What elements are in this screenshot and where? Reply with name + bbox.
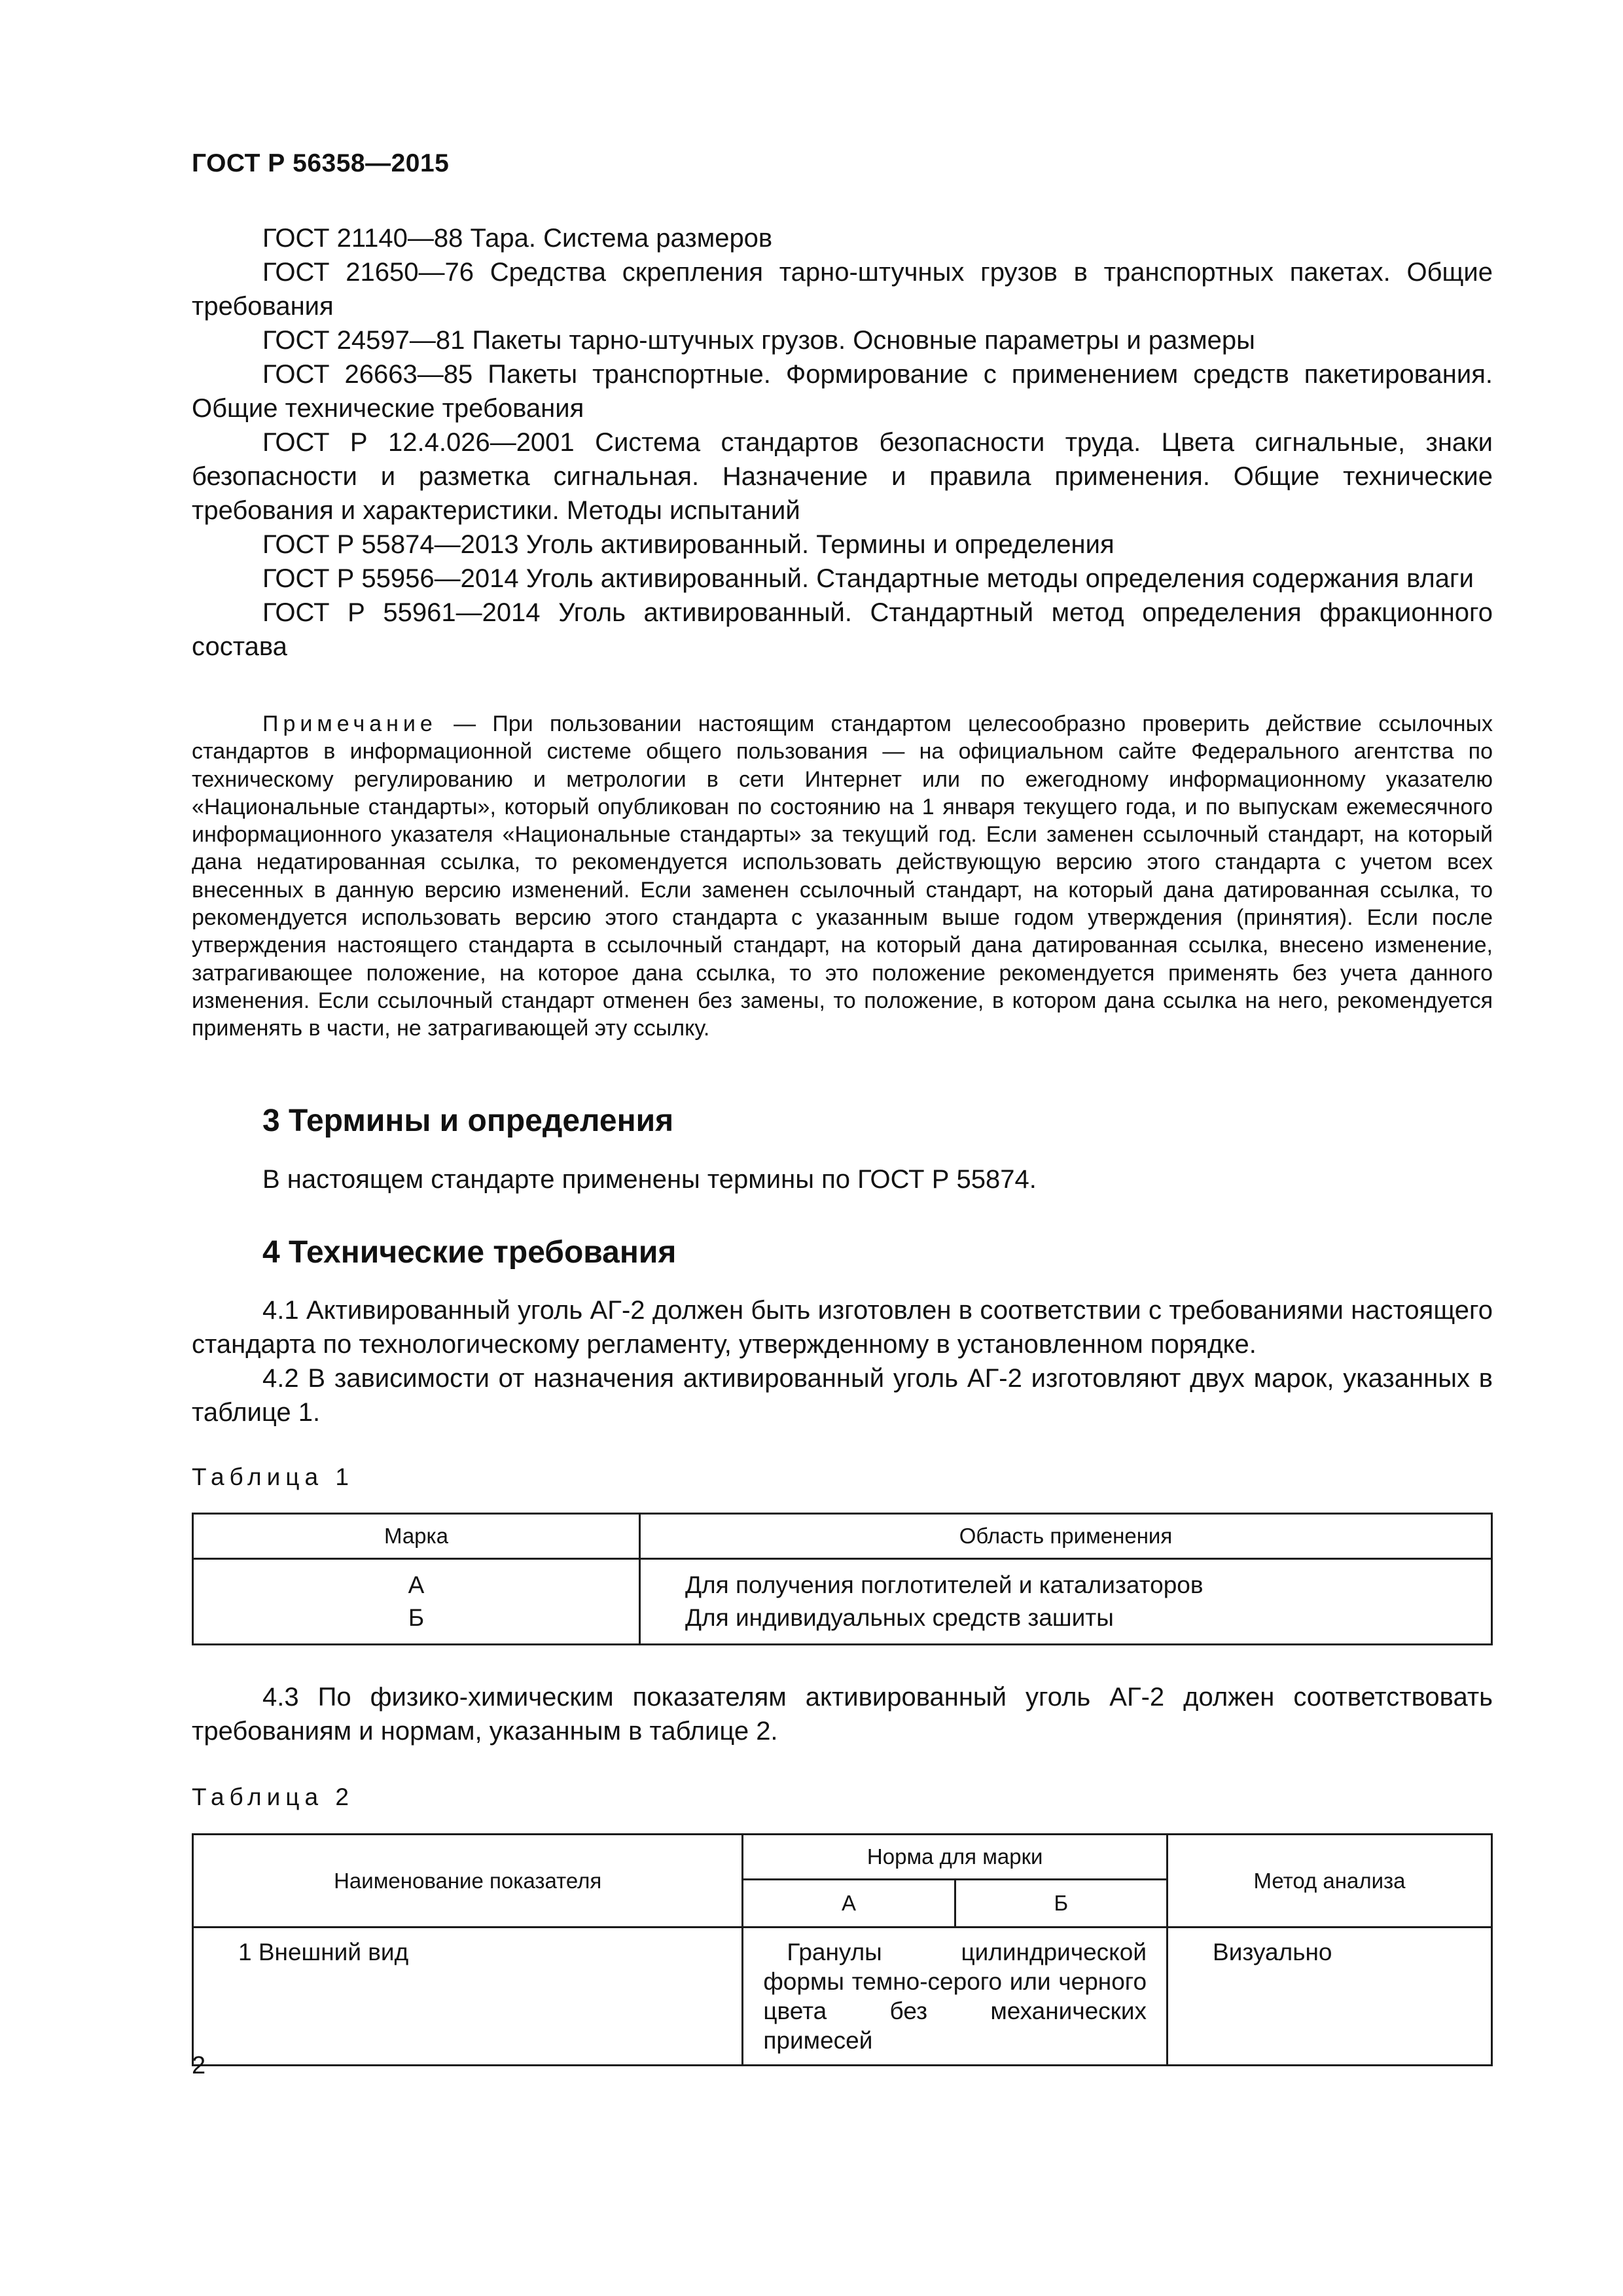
header-method: Метод анализа <box>1168 1835 1492 1928</box>
application-cell <box>640 1559 1492 1645</box>
header-norm: Норма для марки <box>743 1835 1168 1880</box>
clause-4-2: 4.2 В зависимости от назначения активированный уголь АГ-2 изготовляют двух марок, указанных в таблице 1. <box>192 1364 1493 1427</box>
table-2-caption: Таблица 2 <box>192 1784 354 1810</box>
reference-item: ГОСТ Р 12.4.026—2001 Система стандартов безопасности труда. Цвета сигнальные, знаки безопасности и разметка сигнальная. Назначение и правила применения. Общие технические требования и характеристики. Методы испытаний <box>192 428 1493 525</box>
table-header-row <box>193 1514 1492 1559</box>
clause-4-1: 4.1 Активированный уголь АГ-2 должен быть изготовлен в соответствии с требованиями настоящего стандарта по технологическому регламенту, утвержденному в установленном порядке. <box>192 1296 1493 1359</box>
table-header-row <box>193 1835 1492 1880</box>
header-indicator-name: Наименование показателя <box>193 1835 743 1928</box>
note-text: — При пользовании настоящим стандартом целесообразно проверить действие ссылочных стандартов в информационной системе общего пользования — на официальном сайте Федерального агентства по техническому регулированию и метрологии в сети Интернет или по ежегодному информационному указателю «Национальные стандарты», который опубликован по состоянию на 1 января текущего года, и по выпускам ежемесячного информационного указателя «Национальные стандарты» за текущий год. Если заменен ссылочный стандарт, на который дана недатированная ссылка, то рекомендуется использовать действующую версию этого стандарта с учетом всех внесенных в данную версию изменений. Если заменен ссылочный стандарт, на который дана датированная ссылка, то рекомендуется использовать версию этого стандарта с указанным выше годом утверждения (принятия). Если после утверждения настоящего стандарта в ссылочный стандарт, на который дана датированная ссылка, внесено изменение, затрагивающее положение, на которое дана ссылка, то это положение рекомендуется применять без учета данного изменения. Если ссылочный стандарт отменен без замены, то положение, в котором дана ссылка на него, рекомендуется применять в части, не затрагивающей эту ссылку. <box>192 711 1493 1041</box>
table-1-caption: Таблица 1 <box>192 1463 354 1490</box>
reference-item: ГОСТ 21140—88 Тара. Система размеров <box>262 224 773 253</box>
indicator-name-cell: 1 Внешний вид <box>193 1928 743 2066</box>
mark-value: А <box>408 1571 425 1598</box>
table-row <box>193 1559 1492 1645</box>
section-3-text: В настоящем стандарте применены термины по ГОСТ Р 55874. <box>262 1165 1037 1194</box>
reference-item: ГОСТ Р 55874—2013 Уголь активированный. Термины и определения <box>262 530 1115 559</box>
references-note <box>192 710 1493 1043</box>
table-1 <box>192 1513 1493 1645</box>
reference-item: ГОСТ 24597—81 Пакеты тарно-штучных грузов. Основные параметры и размеры <box>262 326 1255 355</box>
header-mark: Марка <box>193 1514 640 1559</box>
section-4-title: 4 Технические требования <box>262 1235 677 1270</box>
reference-item: ГОСТ 21650—76 Средства скрепления тарно-штучных грузов в транспортных пакетах. Общие требования <box>192 258 1493 321</box>
reference-item: ГОСТ Р 55956—2014 Уголь активированный. Стандартные методы определения содержания влаги <box>262 564 1474 593</box>
norm-cell: Гранулы цилиндрической формы темно-серого или черного цвета без механических примесей <box>743 1928 1168 2066</box>
reference-item: ГОСТ 26663—85 Пакеты транспортные. Формирование с применением средств пакетирования. Общие технические требования <box>192 360 1493 423</box>
application-value: Для индивидуальных средств зашиты <box>685 1604 1114 1631</box>
table-2 <box>192 1833 1493 2066</box>
section-4-body <box>192 1293 1493 1429</box>
clause-4-3: 4.3 По физико-химическим показателям активированный уголь АГ-2 должен соответствовать требованиям и нормам, указанным в таблице 2. <box>192 1683 1493 1746</box>
method-cell: Визуально <box>1168 1928 1492 2066</box>
application-value: Для получения поглотителей и катализаторов <box>685 1571 1204 1598</box>
page-number: 2 <box>192 2052 206 2079</box>
mark-value: Б <box>408 1604 425 1631</box>
clause-4-3-block <box>192 1680 1493 1748</box>
header-mark-a: А <box>743 1880 955 1928</box>
header-mark-b: Б <box>955 1880 1167 1928</box>
section-3-body <box>192 1162 1493 1196</box>
table-row <box>193 1928 1492 2066</box>
document-header: ГОСТ Р 56358—2015 <box>192 149 450 177</box>
normative-references <box>192 221 1493 664</box>
reference-item: ГОСТ Р 55961—2014 Уголь активированный. Стандартный метод определения фракционного состава <box>192 598 1493 661</box>
note-label: Примечание <box>262 711 437 736</box>
mark-cell <box>193 1559 640 1645</box>
section-3-title: 3 Термины и определения <box>262 1103 674 1138</box>
header-application: Область применения <box>640 1514 1492 1559</box>
